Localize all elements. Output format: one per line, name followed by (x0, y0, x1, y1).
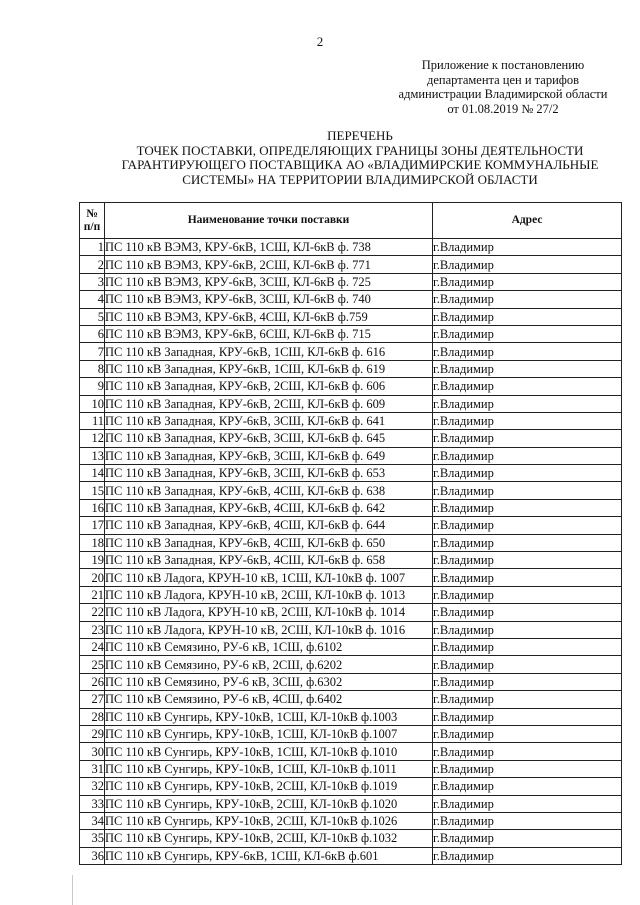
table-row (80, 325, 622, 342)
address-cell: г.Владимир (433, 378, 622, 395)
supply-point-name-cell: ПС 110 кВ Западная, КРУ-6кВ, 4СШ, КЛ-6кВ ф. 658 (105, 552, 433, 569)
row-number-cell: 28 (80, 708, 105, 725)
address-cell: г.Владимир (433, 465, 622, 482)
supply-point-name-cell: ПС 110 кВ Западная, КРУ-6кВ, 1СШ, КЛ-6кВ ф. 619 (105, 360, 433, 377)
table-row (80, 378, 622, 395)
supply-point-name-cell: ПС 110 кВ Семязино, РУ-6 кВ, 3СШ, ф.6302 (105, 673, 433, 690)
supply-point-name-cell: ПС 110 кВ Западная, КРУ-6кВ, 2СШ, КЛ-6кВ ф. 606 (105, 378, 433, 395)
table-row (80, 412, 622, 429)
row-number-cell: 7 (80, 343, 105, 360)
table-row (80, 830, 622, 847)
row-number-cell: 32 (80, 778, 105, 795)
table-row (80, 586, 622, 603)
supply-point-name-cell: ПС 110 кВ Сунгирь, КРУ-6кВ, 1СШ, КЛ-6кВ ф.601 (105, 847, 433, 864)
row-number-cell: 8 (80, 360, 105, 377)
table-row (80, 239, 622, 256)
table-row (80, 517, 622, 534)
table-row (80, 795, 622, 812)
table-row (80, 395, 622, 412)
address-cell: г.Владимир (433, 552, 622, 569)
table-row (80, 343, 622, 360)
table-row (80, 482, 622, 499)
column-header-number-line1: № (86, 207, 98, 220)
supply-point-name-cell: ПС 110 кВ Семязино, РУ-6 кВ, 2СШ, ф.6202 (105, 656, 433, 673)
table-row (80, 569, 622, 586)
supply-point-name-cell: ПС 110 кВ ВЭМЗ, КРУ-6кВ, 6СШ, КЛ-6кВ ф. 715 (105, 325, 433, 342)
supply-point-name-cell: ПС 110 кВ Западная, КРУ-6кВ, 3СШ, КЛ-6кВ ф. 645 (105, 430, 433, 447)
row-number-cell: 20 (80, 569, 105, 586)
supply-point-name-cell: ПС 110 кВ Ладога, КРУН-10 кВ, 2СШ, КЛ-10кВ ф. 1013 (105, 586, 433, 603)
table-row (80, 604, 622, 621)
row-number-cell: 12 (80, 430, 105, 447)
supply-point-name-cell: ПС 110 кВ ВЭМЗ, КРУ-6кВ, 4СШ, КЛ-6кВ ф.759 (105, 308, 433, 325)
table-row (80, 778, 622, 795)
row-number-cell: 9 (80, 378, 105, 395)
table-row (80, 847, 622, 864)
supply-point-name-cell: ПС 110 кВ Западная, КРУ-6кВ, 1СШ, КЛ-6кВ ф. 616 (105, 343, 433, 360)
row-number-cell: 31 (80, 760, 105, 777)
row-number-cell: 30 (80, 743, 105, 760)
supply-point-name-cell: ПС 110 кВ Сунгирь, КРУ-10кВ, 1СШ, КЛ-10кВ ф.1003 (105, 708, 433, 725)
address-cell: г.Владимир (433, 847, 622, 864)
row-number-cell: 18 (80, 534, 105, 551)
appendix-line: администрации Владимирской области (398, 87, 608, 101)
address-cell: г.Владимир (433, 499, 622, 516)
table-row (80, 465, 622, 482)
address-cell: г.Владимир (433, 482, 622, 499)
address-cell: г.Владимир (433, 691, 622, 708)
row-number-cell: 29 (80, 725, 105, 742)
address-cell: г.Владимир (433, 830, 622, 847)
column-header-address: Адрес (433, 203, 622, 239)
row-number-cell: 13 (80, 447, 105, 464)
supply-point-name-cell: ПС 110 кВ Западная, КРУ-6кВ, 4СШ, КЛ-6кВ ф. 642 (105, 499, 433, 516)
address-cell: г.Владимир (433, 273, 622, 290)
table-row (80, 673, 622, 690)
row-number-cell: 17 (80, 517, 105, 534)
supply-point-name-cell: ПС 110 кВ Ладога, КРУН-10 кВ, 2СШ, КЛ-10кВ ф. 1014 (105, 604, 433, 621)
appendix-line: от 01.08.2019 № 27/2 (447, 101, 559, 116)
row-number-cell: 24 (80, 638, 105, 655)
row-number-cell: 6 (80, 325, 105, 342)
row-number-cell: 19 (80, 552, 105, 569)
table-row (80, 812, 622, 829)
address-cell: г.Владимир (433, 673, 622, 690)
supply-point-name-cell: ПС 110 кВ Сунгирь, КРУ-10кВ, 2СШ, КЛ-10кВ ф.1019 (105, 778, 433, 795)
appendix-header (388, 58, 618, 116)
address-cell: г.Владимир (433, 656, 622, 673)
row-number-cell: 14 (80, 465, 105, 482)
row-number-cell: 36 (80, 847, 105, 864)
supply-point-name-cell: ПС 110 кВ ВЭМЗ, КРУ-6кВ, 1СШ, КЛ-6кВ ф. 738 (105, 239, 433, 256)
table-row (80, 760, 622, 777)
supply-point-name-cell: ПС 110 кВ Западная, КРУ-6кВ, 3СШ, КЛ-6кВ ф. 641 (105, 412, 433, 429)
table-row (80, 256, 622, 273)
supply-point-name-cell: ПС 110 кВ ВЭМЗ, КРУ-6кВ, 3СШ, КЛ-6кВ ф. 740 (105, 291, 433, 308)
row-number-cell: 15 (80, 482, 105, 499)
table-row (80, 534, 622, 551)
title-line: ПЕРЕЧЕНЬ (327, 128, 393, 143)
address-cell: г.Владимир (433, 708, 622, 725)
address-cell: г.Владимир (433, 360, 622, 377)
address-cell: г.Владимир (433, 638, 622, 655)
address-cell: г.Владимир (433, 447, 622, 464)
table-row (80, 499, 622, 516)
address-cell: г.Владимир (433, 308, 622, 325)
address-cell: г.Владимир (433, 586, 622, 603)
supply-point-name-cell: ПС 110 кВ Сунгирь, КРУ-10кВ, 2СШ, КЛ-10кВ ф.1020 (105, 795, 433, 812)
table-row (80, 708, 622, 725)
table-row (80, 621, 622, 638)
address-cell: г.Владимир (433, 430, 622, 447)
row-number-cell: 25 (80, 656, 105, 673)
supply-point-name-cell: ПС 110 кВ Западная, КРУ-6кВ, 4СШ, КЛ-6кВ ф. 644 (105, 517, 433, 534)
supply-point-name-cell: ПС 110 кВ Западная, КРУ-6кВ, 4СШ, КЛ-6кВ ф. 650 (105, 534, 433, 551)
address-cell: г.Владимир (433, 725, 622, 742)
supply-points-table (79, 202, 622, 865)
table-row (80, 691, 622, 708)
table-row (80, 743, 622, 760)
supply-point-name-cell: ПС 110 кВ Сунгирь, КРУ-10кВ, 1СШ, КЛ-10кВ ф.1011 (105, 760, 433, 777)
supply-point-name-cell: ПС 110 кВ Сунгирь, КРУ-10кВ, 2СШ, КЛ-10кВ ф.1032 (105, 830, 433, 847)
title-line: ГАРАНТИРУЮЩЕГО ПОСТАВЩИКА АО «ВЛАДИМИРСКИЕ КОММУНАЛЬНЫЕ (121, 157, 599, 172)
supply-point-name-cell: ПС 110 кВ Сунгирь, КРУ-10кВ, 1СШ, КЛ-10кВ ф.1010 (105, 743, 433, 760)
address-cell: г.Владимир (433, 325, 622, 342)
address-cell: г.Владимир (433, 795, 622, 812)
supply-point-name-cell: ПС 110 кВ ВЭМЗ, КРУ-6кВ, 3СШ, КЛ-6кВ ф. 725 (105, 273, 433, 290)
supply-point-name-cell: ПС 110 кВ Западная, КРУ-6кВ, 2СШ, КЛ-6кВ ф. 609 (105, 395, 433, 412)
address-cell: г.Владимир (433, 743, 622, 760)
row-number-cell: 27 (80, 691, 105, 708)
title-line: ТОЧЕК ПОСТАВКИ, ОПРЕДЕЛЯЮЩИХ ГРАНИЦЫ ЗОНЫ ДЕЯТЕЛЬНОСТИ (136, 142, 584, 158)
supply-point-name-cell: ПС 110 кВ Сунгирь, КРУ-10кВ, 1СШ, КЛ-10кВ ф.1007 (105, 725, 433, 742)
supply-point-name-cell: ПС 110 кВ Семязино, РУ-6 кВ, 4СШ, ф.6402 (105, 691, 433, 708)
row-number-cell: 21 (80, 586, 105, 603)
table-header-row (80, 203, 622, 239)
supply-point-name-cell: ПС 110 кВ Семязино, РУ-6 кВ, 1СШ, ф.6102 (105, 638, 433, 655)
row-number-cell: 23 (80, 621, 105, 638)
table-row (80, 725, 622, 742)
address-cell: г.Владимир (433, 412, 622, 429)
table-row (80, 308, 622, 325)
row-number-cell: 33 (80, 795, 105, 812)
address-cell: г.Владимир (433, 604, 622, 621)
supply-point-name-cell: ПС 110 кВ Ладога, КРУН-10 кВ, 1СШ, КЛ-10кВ ф. 1007 (105, 569, 433, 586)
address-cell: г.Владимир (433, 239, 622, 256)
row-number-cell: 16 (80, 499, 105, 516)
table-row (80, 552, 622, 569)
document-title (60, 129, 640, 187)
address-cell: г.Владимир (433, 760, 622, 777)
address-cell: г.Владимир (433, 343, 622, 360)
supply-point-name-cell: ПС 110 кВ Западная, КРУ-6кВ, 3СШ, КЛ-6кВ ф. 653 (105, 465, 433, 482)
table-row (80, 273, 622, 290)
table-row (80, 360, 622, 377)
row-number-cell: 34 (80, 812, 105, 829)
supply-point-name-cell: ПС 110 кВ ВЭМЗ, КРУ-6кВ, 2СШ, КЛ-6кВ ф. 771 (105, 256, 433, 273)
address-cell: г.Владимир (433, 778, 622, 795)
page-number: 2 (316, 34, 324, 49)
address-cell: г.Владимир (433, 534, 622, 551)
address-cell: г.Владимир (433, 621, 622, 638)
row-number-cell: 22 (80, 604, 105, 621)
row-number-cell: 4 (80, 291, 105, 308)
column-header-name: Наименование точки поставки (105, 203, 433, 239)
row-number-cell: 5 (80, 308, 105, 325)
table-row (80, 447, 622, 464)
table-row (80, 430, 622, 447)
appendix-line: департамента цен и тарифов (426, 72, 580, 87)
table-row (80, 656, 622, 673)
row-number-cell: 10 (80, 395, 105, 412)
title-line: СИСТЕМЫ» НА ТЕРРИТОРИИ ВЛАДИМИРСКОЙ ОБЛАСТИ (182, 171, 538, 187)
table-row (80, 638, 622, 655)
column-header-number (80, 203, 105, 239)
supply-point-name-cell: ПС 110 кВ Западная, КРУ-6кВ, 3СШ, КЛ-6кВ ф. 649 (105, 447, 433, 464)
row-number-cell: 2 (80, 256, 105, 273)
supply-point-name-cell: ПС 110 кВ Сунгирь, КРУ-10кВ, 2СШ, КЛ-10кВ ф.1026 (105, 812, 433, 829)
row-number-cell: 35 (80, 830, 105, 847)
supply-point-name-cell: ПС 110 кВ Ладога, КРУН-10 кВ, 2СШ, КЛ-10кВ ф. 1016 (105, 621, 433, 638)
address-cell: г.Владимир (433, 812, 622, 829)
appendix-line: Приложение к постановлению (421, 58, 585, 72)
row-number-cell: 1 (80, 239, 105, 256)
address-cell: г.Владимир (433, 291, 622, 308)
row-number-cell: 3 (80, 273, 105, 290)
row-number-cell: 11 (80, 412, 105, 429)
address-cell: г.Владимир (433, 395, 622, 412)
table-row (80, 291, 622, 308)
row-number-cell: 26 (80, 673, 105, 690)
address-cell: г.Владимир (433, 517, 622, 534)
scan-artifact-line (72, 875, 73, 905)
address-cell: г.Владимир (433, 569, 622, 586)
column-header-number-line2: п/п (83, 220, 101, 233)
address-cell: г.Владимир (433, 256, 622, 273)
supply-point-name-cell: ПС 110 кВ Западная, КРУ-6кВ, 4СШ, КЛ-6кВ ф. 638 (105, 482, 433, 499)
